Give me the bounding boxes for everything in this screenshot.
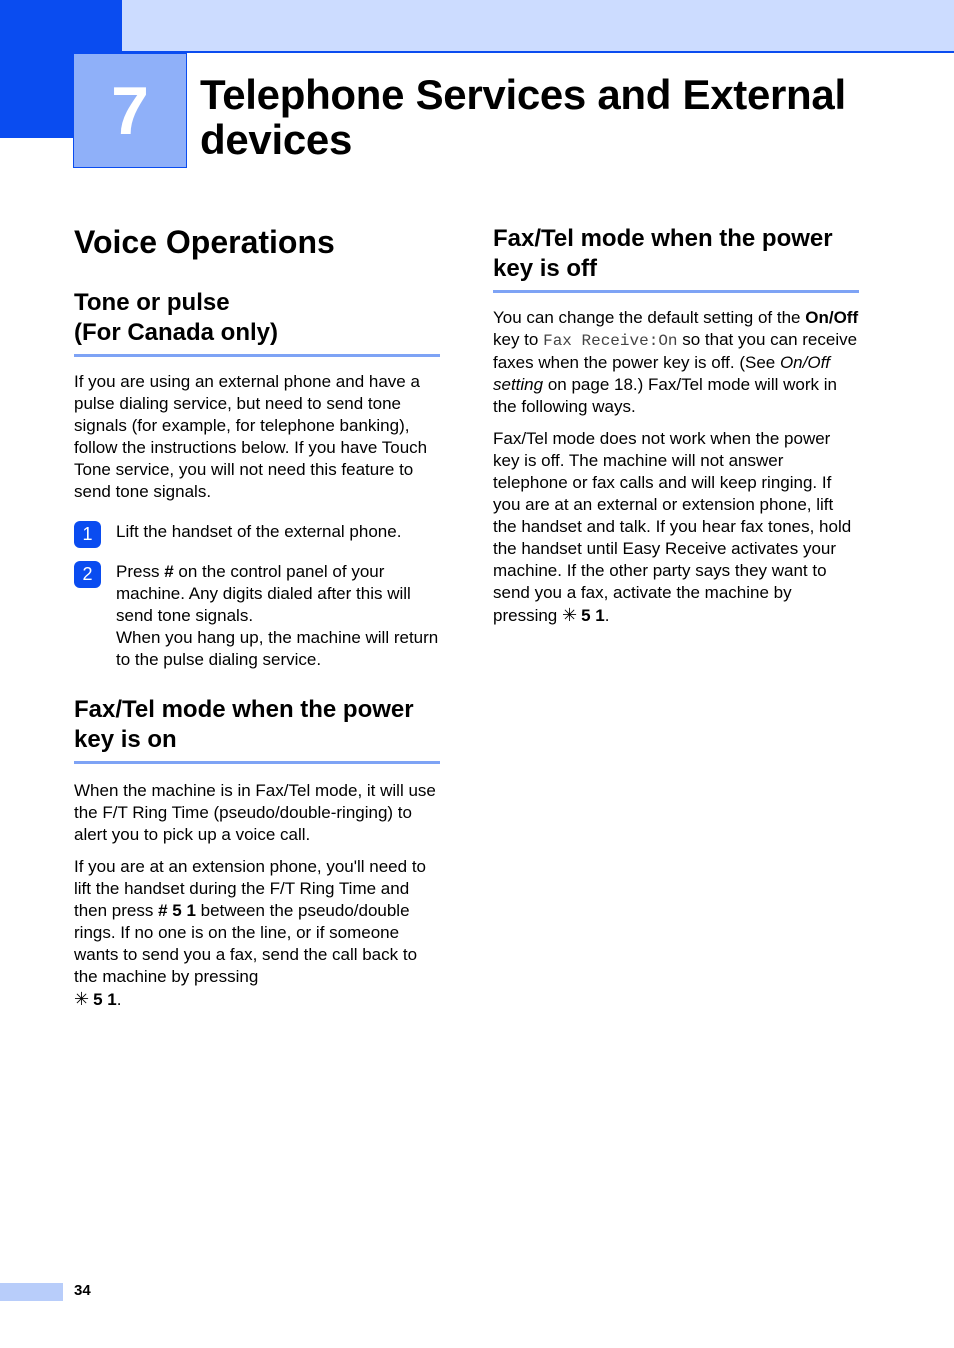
step-2-badge: 2 (74, 561, 101, 588)
step-2-key: # (164, 562, 174, 581)
faxtel-off-p1 (493, 307, 859, 418)
step-2-text-c: When you hang up, the machine will return to the pulse dialing service. (116, 628, 439, 669)
step-2-text-b: on the control panel of your machine. Any digits dialed after this will send tone signals. (116, 562, 411, 625)
on-off-key-label: On/Off (805, 308, 859, 327)
step-1 (74, 521, 440, 543)
faxtel-off-p1-b: key to (493, 330, 544, 349)
tone-pulse-heading-line2: (For Canada only) (74, 319, 279, 346)
faxtel-off-p2 (493, 428, 859, 627)
footer-bar (0, 1283, 63, 1301)
section-title: Voice Operations (74, 224, 335, 260)
faxtel-off-p2-a: Fax/Tel mode does not work when the power key is off. The machine will not answer telephone or fax calls and will keep ringing. If you are at an external or extension phone, lift the handset and talk. If you hear fax tones, hold the handset until Easy Receive activates your machine. If the other party says they want to send you a fax, activate the machine by pressing (493, 429, 852, 625)
faxtel-off-p1-a: You can change the default setting of the (493, 308, 806, 327)
fax-receive-setting: Fax Receive:On (543, 332, 678, 350)
faxtel-on-p2-code: # 5 1 (158, 901, 196, 920)
header-rule (122, 51, 954, 53)
faxtel-off-p2-code: 5 1 (581, 606, 605, 625)
step-1-badge: 1 (74, 521, 101, 548)
chapter-title: Telephone Services and External devices (200, 71, 846, 163)
faxtel-on-p2-end: . (116, 990, 122, 1009)
chapter-number-box (73, 53, 187, 168)
step-1-text: Lift the handset of the external phone. (116, 522, 402, 541)
chapter-number: 7 (111, 72, 149, 149)
faxtel-on-p2-b: between the pseudo/double rings. If no one is on the line, or if someone wants to send you a fax, send the call back to the machine by pressing (74, 901, 418, 986)
tone-intro: If you are using an external phone and have a pulse dialing service, but need to send tone signals (for example, for telephone banking), follow the instructions below. If you have Touch Tone service, you will not need this feature to send tone signals. (74, 372, 428, 501)
tone-pulse-heading-line1: Tone or pulse (74, 289, 230, 316)
faxtel-on-p2-a: If you are at an extension phone, you'll need to lift the handset during the F/T Ring Time and then press (74, 857, 426, 920)
faxtel-on-p1: When the machine is in Fax/Tel mode, it will use the F/T Ring Time (pseudo/double-ringing) to alert you to pick up a voice call. (74, 781, 436, 844)
right-column (493, 224, 859, 627)
star-key-icon: ✳ (561, 605, 578, 625)
star-key-icon: ✳ (74, 989, 90, 1009)
faxtel-off-heading: Fax/Tel mode when the power key is off (493, 224, 859, 293)
page-number: 34 (74, 1282, 91, 1299)
faxtel-on-p2 (74, 856, 440, 1011)
on-off-setting-ref: On/Off setting (493, 353, 831, 394)
faxtel-off-p1-c: so that you can receive faxes when the power key is off. (See (493, 330, 858, 372)
faxtel-off-p1-d: on page 18.) Fax/Tel mode will work in the following ways. (493, 375, 837, 416)
header-band (122, 0, 954, 52)
tone-pulse-heading (74, 288, 440, 357)
faxtel-off-p2-end: . (604, 606, 610, 625)
faxtel-on-p2-code2: 5 1 (93, 990, 117, 1009)
faxtel-on-heading: Fax/Tel mode when the power key is on (74, 695, 440, 764)
left-column (74, 222, 440, 1011)
step-2-text-a: Press (116, 562, 165, 581)
step-2 (74, 561, 440, 671)
